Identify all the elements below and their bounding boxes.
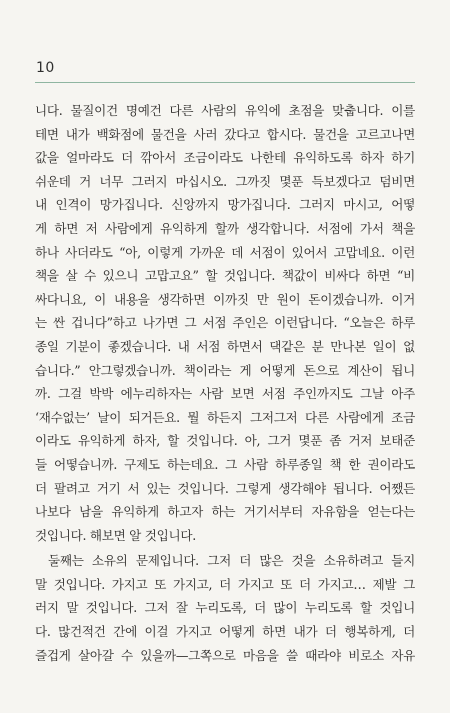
body-text [35, 99, 415, 667]
text-line: 내 인격이 망가집니다. 신앙까지 망가집니다. 그러지 마시고, 어떻 [35, 197, 415, 213]
text-line: 하나 사더라도 “아, 이렇게 가까운 데 서점이 있어서 고맙네요. 이런 [35, 244, 415, 260]
text-line: 말 것입니다. 가지고 또 가지고, 더 가지고 또 더 가지고… 제발 그 [35, 576, 415, 592]
text-line: 들 어떻습니까. 구제도 하는데요. 그 사람 하루종일 책 한 권이라도 [35, 456, 415, 472]
text-line: 쉬운데 거 너무 그러지 마십시오. 그까짓 몇푼 득보겠다고 덤비면 [35, 173, 415, 189]
page-number: 10 [36, 60, 55, 76]
text-line: 둘째는 소유의 문제입니다. 그저 더 많은 것을 소유하려고 들지 [48, 553, 415, 569]
text-line: 싸다니요, 이 내용을 생각하면 이까짓 만 원이 돈이겠습니까. 이거 [35, 291, 415, 307]
text-line: 까. 그걸 박박 에누리하자는 사람 보면 서점 주인까지도 그날 아주 [35, 386, 415, 402]
text-line: 다. 많건적건 간에 이걸 가지고 어떻게 하면 내가 더 행복하게, 더 [35, 624, 415, 640]
text-line: 종일 기분이 좋겠습니다. 내 서점 하면서 댁같은 분 만나본 일이 없 [35, 338, 415, 354]
text-line: 러지 말 것입니다. 그저 잘 누리도록, 더 많이 누리도록 할 것입니 [35, 600, 415, 616]
text-line: 니다. 물질이건 명예건 다른 사람의 유익에 초점을 맞춥니다. 이를 [35, 103, 415, 118]
text-line: 이라도 유익하게 하자, 할 것입니다. 아, 그거 몇푼 좀 거저 보태준 [35, 433, 415, 449]
text-line: 것입니다. 해보면 알 것입니다. [35, 527, 196, 543]
text-line: 나보다 남을 유익하게 하고자 하는 거기서부터 자유함을 얻는다는 [35, 504, 415, 520]
header-rule [35, 82, 415, 83]
text-line: 는 싼 겁니다”하고 나가면 그 서점 주인은 이런답니다. “오늘은 하루 [35, 315, 415, 331]
text-line: 책을 살 수 있으니 고맙고요” 할 것입니다. 책값이 비싸다 하면 “비 [35, 268, 415, 284]
text-line: ‘재수없는’ 날이 되거든요. 뭘 하든지 그저그저 다른 사람에게 조금 [35, 409, 415, 425]
text-line: 즐겁게 살아갈 수 있을까—그쪽으로 마음을 쓸 때라야 비로소 자유 [35, 647, 415, 663]
text-line: 테면 내가 백화점에 물건을 사러 갔다고 합시다. 물건을 고르고나면 [35, 126, 415, 142]
paragraph-1 [35, 99, 415, 547]
text-line: 값을 얼마라도 더 깎아서 조금이라도 나한테 유익하도록 하자 하기 [35, 150, 415, 166]
text-line: 습니다.” 안그렇겠습니까. 책이라는 게 어떻게 돈으로 계산이 됩니 [35, 362, 415, 378]
text-line: 게 하면 저 사람에게 유익하게 할까 생각합니다. 서점에 가서 책을 [35, 220, 415, 236]
text-line: 더 팔려고 거기 서 있는 것입니다. 그렇게 생각해야 됩니다. 어쨌든 [35, 480, 415, 496]
paragraph-2 [35, 549, 415, 667]
